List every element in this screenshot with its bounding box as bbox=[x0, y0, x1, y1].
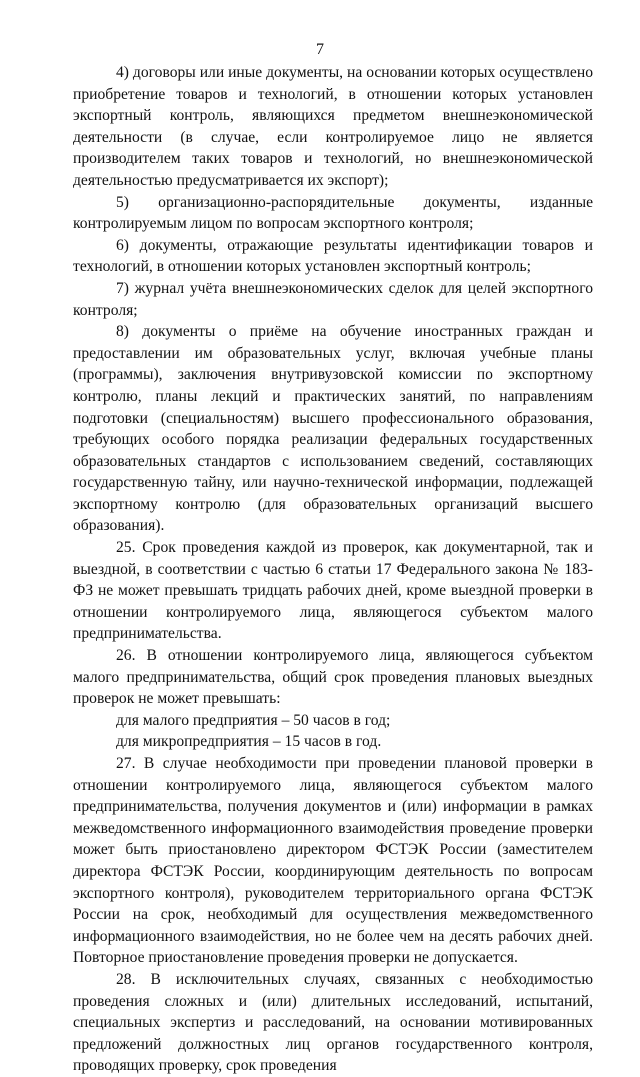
paragraph-clause-27: 27. В случае необходимости при проведении плановой проверки в отношении контролируемого лица, являющегося субъектом малого предпринимательства, получения документов и (или) информации в рамках межведомственного информационного взаимодействия проведение проверки может быть приостановлено директором ФСТЭК России (заместителем директора ФСТЭК России, координирующим деятельность по вопросам экспортного контроля), руководителем территориального органа ФСТЭК России на срок, необходимый для осуществления межведомственного информационного взаимодействия, но не более чем на десять рабочих дней. Повторное приостановление проведения проверки не допускается. bbox=[73, 755, 593, 967]
list-item-small-enterprise: для малого предприятия – 50 часов в год; bbox=[116, 711, 391, 729]
paragraph-clause-28: 28. В исключительных случаях, связанных с необходимостью проведения сложных и (или) длительных исследований, испытаний, специальных экспертиз и расследований, на основании мотивированных предложений должностных лиц органов государственного контроля, проводящих проверку, срок проведения bbox=[73, 970, 593, 1075]
paragraph-item-8-education: 8) документы о приёме на обучение иностранных граждан и предоставлении им образовательных услуг, включая учебные планы (программы), заключения внутривузовской комиссии по экспортному контролю, планы лекций и практических занятий, по направлениям подготовки (специальностям) высшего профессионального образования, требующих особого порядка реализации федеральных государственных образовательных стандартов с использованием сведений, составляющих государственную тайну, или научно-технической информации, подлежащей экспортному контролю (для образовательных организаций высшего образования). bbox=[73, 323, 593, 535]
paragraph-item-4-contracts: 4) договоры или иные документы, на основании которых осуществлено приобретение товаров и технологий, в отношении которых установлен экспортный контроль, являющихся предметом внешнеэкономической деятельности (в случае, если контролируемое лицо не является производителем таких товаров и технологий, но внешнеэкономической деятельностью предусматривается их экспорт); bbox=[73, 64, 593, 189]
paragraph-item-5-orders: 5) организационно-распорядительные документы, изданные контролируемым лицом по вопросам экспортного контроля; bbox=[73, 193, 593, 233]
document-body bbox=[73, 62, 593, 1077]
paragraph-item-7-journal: 7) журнал учёта внешнеэкономических сделок для целей экспортного контроля; bbox=[73, 279, 593, 319]
list-item-micro-enterprise: для микропредприятия – 15 часов в год. bbox=[116, 733, 382, 751]
page-number: 7 bbox=[316, 41, 324, 58]
paragraph-clause-26: 26. В отношении контролируемого лица, являющегося субъектом малого предпринимательства, общий срок проведения плановых выездных проверок не может превышать: bbox=[73, 647, 593, 708]
paragraph-clause-25: 25. Срок проведения каждой из проверок, как документарной, так и выездной, в соответствии с частью 6 статьи 17 Федерального закона № 183-ФЗ не может превышать тридцать рабочих дней, кроме выездной проверки в отношении контролируемого лица, являющегося субъектом малого предпринимательства. bbox=[73, 539, 593, 643]
paragraph-item-6-identification: 6) документы, отражающие результаты идентификации товаров и технологий, в отношении которых установлен экспортный контроль; bbox=[73, 236, 593, 276]
